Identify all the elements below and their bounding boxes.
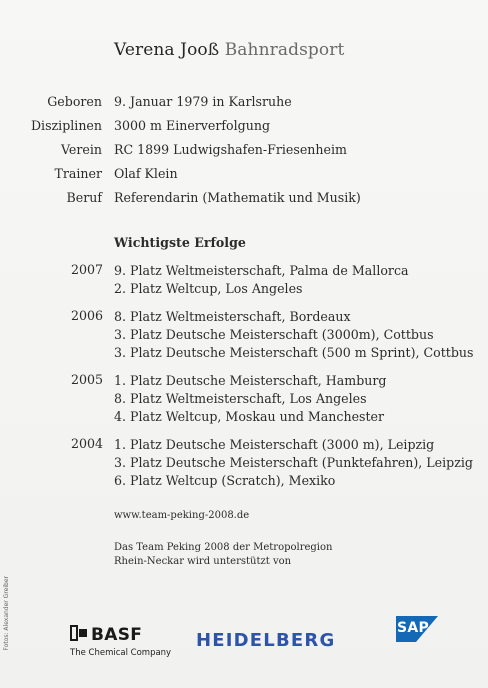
fact-value: 3000 m Einerverfolgung bbox=[114, 118, 271, 133]
sap-logo bbox=[396, 616, 438, 642]
basf-wordmark: BASF bbox=[91, 624, 143, 645]
sponsor-text-line: Das Team Peking 2008 der Metropolregion bbox=[114, 542, 333, 553]
result-entry: 3. Platz Deutsche Meisterschaft (Punktefahren), Leipzig bbox=[114, 455, 473, 470]
athlete-header bbox=[114, 40, 344, 60]
fact-value: Referendarin (Mathematik und Musik) bbox=[114, 190, 361, 205]
year-block-2006 bbox=[0, 308, 488, 362]
heidelberg-logo: HEIDELBERG bbox=[196, 630, 336, 651]
fact-value: 9. Januar 1979 in Karlsruhe bbox=[114, 94, 292, 109]
basf-square-icon bbox=[70, 625, 88, 645]
year-block-2007 bbox=[0, 262, 488, 298]
result-entry: 9. Platz Weltmeisterschaft, Palma de Mallorca bbox=[114, 263, 409, 278]
website-link[interactable]: www.team-peking-2008.de bbox=[114, 510, 250, 521]
result-year: 2004 bbox=[71, 436, 104, 451]
athlete-sport: Bahnradsport bbox=[224, 40, 345, 60]
result-entry: 6. Platz Weltcup (Scratch), Mexiko bbox=[114, 473, 336, 488]
sap-wordmark: SAP bbox=[396, 620, 430, 636]
sponsor-logos bbox=[0, 610, 488, 670]
result-year: 2007 bbox=[71, 262, 104, 277]
fact-row-club bbox=[0, 142, 488, 166]
fact-label: Trainer bbox=[54, 166, 102, 181]
result-entry: 1. Platz Deutsche Meisterschaft, Hamburg bbox=[114, 373, 387, 388]
result-entry: 8. Platz Weltmeisterschaft, Los Angeles bbox=[114, 391, 367, 406]
fact-label: Verein bbox=[60, 142, 102, 157]
basf-logo bbox=[70, 624, 171, 658]
basf-tagline: The Chemical Company bbox=[70, 647, 172, 658]
result-entry: 8. Platz Weltmeisterschaft, Bordeaux bbox=[114, 309, 351, 324]
result-entry: 1. Platz Deutsche Meisterschaft (3000 m), Leipzig bbox=[114, 437, 435, 452]
fact-label: Beruf bbox=[66, 190, 102, 205]
result-entry: 2. Platz Weltcup, Los Angeles bbox=[114, 281, 303, 296]
result-entry: 4. Platz Weltcup, Moskau und Manchester bbox=[114, 409, 385, 424]
fact-value: RC 1899 Ludwigshafen-Friesenheim bbox=[114, 142, 347, 157]
year-block-2005 bbox=[0, 372, 488, 426]
fact-label: Disziplinen bbox=[30, 118, 102, 133]
fact-row-profession bbox=[0, 190, 488, 214]
athlete-name: Verena Jooß bbox=[114, 40, 220, 60]
fact-row-disciplines bbox=[0, 118, 488, 142]
result-year: 2006 bbox=[71, 308, 104, 323]
fact-row-coach bbox=[0, 166, 488, 190]
fact-label: Geboren bbox=[47, 94, 102, 109]
results-title: Wichtigste Erfolge bbox=[114, 235, 246, 250]
fact-row-born bbox=[0, 94, 488, 118]
year-block-2004 bbox=[0, 436, 488, 490]
athlete-facts bbox=[0, 94, 488, 214]
result-year: 2005 bbox=[71, 372, 104, 387]
sponsor-text bbox=[114, 541, 374, 569]
result-entry: 3. Platz Deutsche Meisterschaft (500 m Sprint), Cottbus bbox=[114, 345, 474, 360]
sponsor-text-line: Rhein-Neckar wird unterstützt von bbox=[114, 556, 292, 567]
results-list bbox=[0, 262, 488, 500]
fact-value: Olaf Klein bbox=[114, 166, 178, 181]
photo-credit: Fotos: Alexander Greiber bbox=[3, 576, 10, 651]
result-entry: 3. Platz Deutsche Meisterschaft (3000m), Cottbus bbox=[114, 327, 434, 342]
